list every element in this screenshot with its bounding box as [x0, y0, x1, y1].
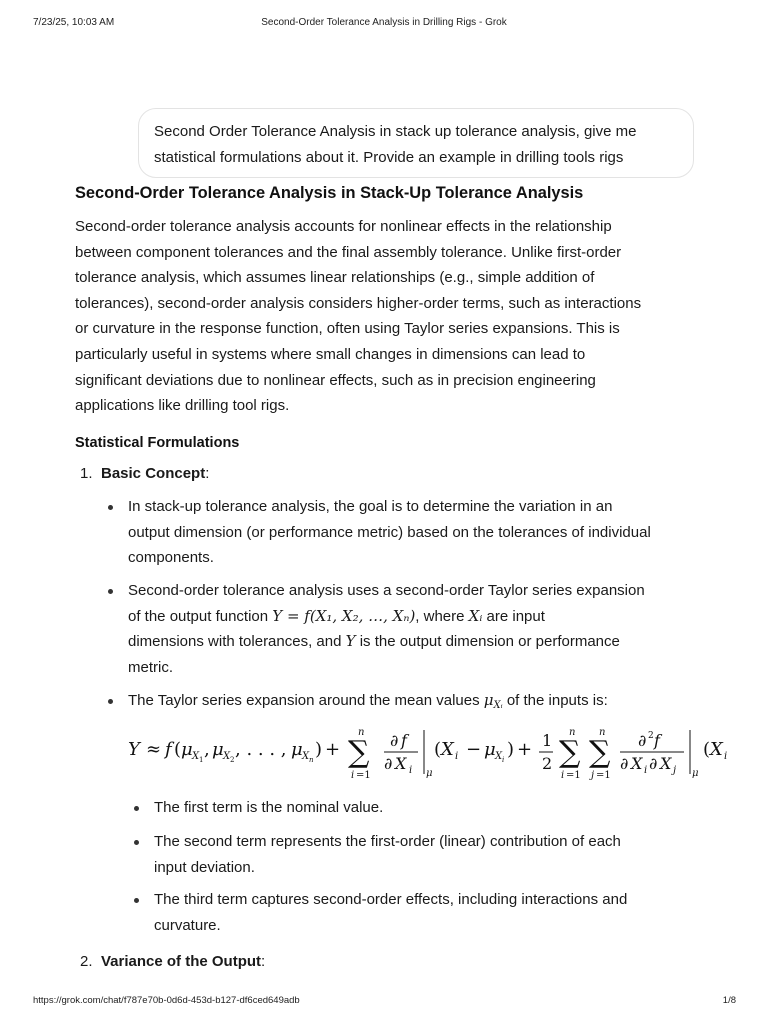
svg-text:∂: ∂ — [620, 754, 629, 773]
bullet-line: In stack-up tolerance analysis, the goal is to determine the variation in an — [128, 498, 613, 515]
user-message-bubble — [138, 108, 694, 178]
svg-text:μ: μ — [692, 768, 699, 779]
svg-text:n: n — [309, 756, 314, 764]
intro-line: applications like drilling tool rigs. — [75, 397, 290, 415]
sub-bullet-line: curvature. — [154, 916, 221, 934]
svg-text:): ) — [315, 739, 323, 760]
intro-paragraph — [75, 214, 700, 419]
bullet-dot — [108, 505, 113, 510]
sub-bullet-line: The third term captures second-order effects, including interactions and — [154, 891, 628, 908]
svg-text:X: X — [223, 751, 231, 762]
taylor-expansion-equation — [128, 722, 768, 788]
bullet-text: , where — [415, 607, 469, 625]
svg-text:=1: =1 — [566, 770, 581, 781]
math-inline-function: Y = f(X₁, X₂, …, Xₙ) — [272, 606, 416, 625]
svg-text:μ: μ — [212, 739, 224, 760]
svg-text:j: j — [591, 770, 595, 781]
svg-text:j: j — [673, 765, 677, 776]
math-inline-y: Y — [345, 632, 356, 651]
svg-text:∑: ∑ — [559, 735, 581, 770]
bullet-dot — [108, 589, 113, 594]
svg-text:2: 2 — [542, 754, 553, 773]
svg-text:i: i — [409, 765, 413, 776]
svg-text:μ: μ — [426, 768, 433, 779]
svg-text:X: X — [495, 751, 503, 762]
bullet-text: of the output function — [128, 607, 273, 625]
sub-bullet-line: input deviation. — [154, 858, 255, 876]
print-footer — [0, 995, 768, 1009]
sub-bullet-line: The first term is the nominal value. — [154, 799, 384, 816]
bullet-dot — [134, 806, 139, 811]
svg-text:1: 1 — [542, 731, 553, 750]
list-label: Basic Concept — [101, 465, 206, 482]
bullet-dot — [108, 699, 113, 704]
svg-text:∂: ∂ — [638, 731, 647, 750]
intro-line: tolerances), second-order analysis considers higher-order terms, such as interactions — [75, 294, 642, 312]
bullet-text: dimensions with tolerances, and — [128, 633, 346, 651]
svg-text:μ: μ — [181, 739, 193, 760]
bullet-line: components. — [128, 549, 214, 567]
math-inline-xi: Xᵢ — [468, 606, 483, 625]
svg-text:f: f — [401, 731, 407, 750]
bullet-line: metric. — [128, 658, 173, 676]
print-page-number: 1/8 — [722, 995, 736, 1006]
svg-text:2: 2 — [648, 731, 654, 741]
svg-text:=1: =1 — [596, 770, 611, 781]
svg-text:∑: ∑ — [589, 735, 611, 770]
equation-graphic — [128, 722, 768, 788]
svg-text:X: X — [660, 754, 672, 773]
svg-text:∂: ∂ — [384, 754, 393, 773]
svg-text:=1: =1 — [356, 770, 371, 781]
bullet-text: of the inputs is: — [502, 692, 608, 709]
svg-text:,: , — [204, 739, 210, 760]
intro-line: or curvature in the response function, often using Taylor series expansions. This is — [75, 320, 620, 338]
svg-text:i: i — [561, 770, 565, 781]
svg-text:, . . . ,: , . . . , — [235, 739, 287, 760]
intro-line: particularly useful in systems where small changes in dimensions can lead to — [75, 345, 586, 363]
svg-text:i: i — [502, 756, 505, 764]
svg-text:−: − — [466, 739, 482, 760]
svg-text:i: i — [724, 751, 728, 762]
svg-text:μ: μ — [291, 739, 303, 760]
svg-text:i: i — [351, 770, 355, 781]
print-url: https://grok.com/chat/f787e70b-0d6d-453d-b127-df6ced649adb — [33, 995, 300, 1006]
svg-text:f: f — [165, 739, 172, 760]
svg-text:i: i — [644, 765, 648, 776]
print-header — [0, 17, 768, 31]
print-title: Second-Order Tolerance Analysis in Drilling Rigs - Grok — [261, 17, 507, 28]
intro-line: significant deviations due to nonlinear effects, such as in precision engineering — [75, 371, 596, 389]
bullet-text: The Taylor series expansion around the mean values — [128, 692, 484, 709]
svg-text:+: + — [325, 739, 341, 760]
print-date: 7/23/25, 10:03 AM — [33, 17, 115, 28]
svg-text:X: X — [441, 739, 454, 760]
svg-text:(: ( — [434, 739, 442, 760]
section-heading-statistical-formulations: Statistical Formulations — [75, 435, 240, 451]
svg-text:∑: ∑ — [348, 735, 370, 770]
svg-text:X: X — [631, 754, 643, 773]
svg-text:f: f — [654, 731, 660, 750]
svg-text:∂: ∂ — [649, 754, 658, 773]
svg-text:μ: μ — [484, 739, 496, 760]
intro-line: between component tolerances and the final assembly tolerance. Unlike first-order — [75, 243, 622, 261]
intro-line: Second-order tolerance analysis accounts for nonlinear effects in the relationship — [75, 218, 612, 235]
svg-text:X: X — [395, 754, 407, 773]
list-number: 1. — [80, 465, 93, 482]
svg-text:): ) — [507, 739, 515, 760]
svg-text:∂: ∂ — [390, 731, 399, 750]
svg-text:(: ( — [174, 739, 182, 760]
svg-text:i: i — [455, 751, 459, 762]
list-number: 2. — [80, 953, 93, 970]
user-message-line-2: statistical formulations about it. Provide an example in drilling tools rigs — [154, 148, 624, 166]
sub-bullet-line: The second term represents the first-order (linear) contribution of each — [154, 833, 621, 850]
bullet-dot — [134, 898, 139, 903]
svg-text:X: X — [710, 739, 723, 760]
svg-text:2: 2 — [230, 756, 235, 764]
bullet-text: are input — [482, 607, 545, 625]
svg-text:X: X — [302, 751, 310, 762]
svg-text:n: n — [358, 727, 365, 738]
response-title: Second-Order Tolerance Analysis in Stack-Up Tolerance Analysis — [75, 184, 584, 202]
list-label: Variance of the Output — [101, 953, 262, 970]
bullet-dot — [134, 840, 139, 845]
svg-text:+: + — [517, 739, 533, 760]
bullet-line: Second-order tolerance analysis uses a second-order Taylor series expansion — [128, 582, 645, 599]
list-label-suffix: : — [261, 953, 266, 970]
svg-text:n: n — [599, 727, 606, 738]
list-label-suffix: : — [205, 465, 210, 482]
svg-text:X: X — [192, 751, 200, 762]
math-mu-sub: Xᵢ — [493, 700, 503, 711]
svg-text:(: ( — [703, 739, 711, 760]
bullet-text: is the output dimension or performance — [355, 633, 620, 651]
user-message-line-1: Second Order Tolerance Analysis in stack up tolerance analysis, give me — [154, 123, 637, 140]
svg-text:≈: ≈ — [146, 739, 162, 760]
intro-line: tolerance analysis, which assumes linear relationships (e.g., simple addition of — [75, 269, 595, 287]
bullet-line: output dimension (or performance metric) based on the tolerances of individual — [128, 523, 651, 541]
svg-text:1: 1 — [199, 756, 204, 764]
math-mu: μ — [483, 691, 494, 709]
svg-text:n: n — [569, 727, 576, 738]
math-inline-mu — [484, 691, 503, 709]
svg-text:Y: Y — [128, 739, 140, 760]
